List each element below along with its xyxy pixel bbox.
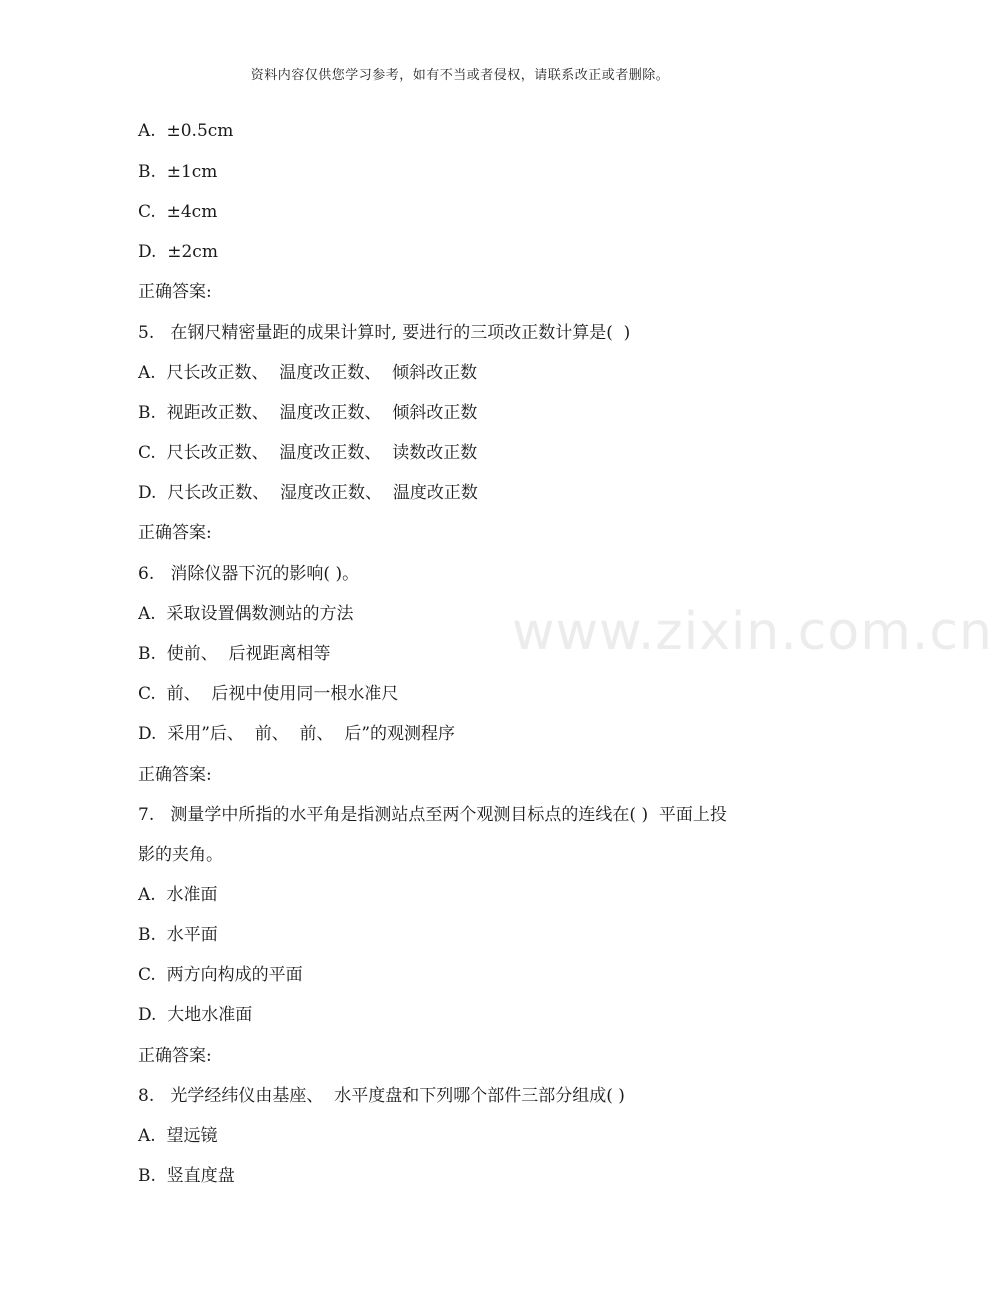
- header-disclaimer: 资料内容仅供您学习参考，如有不当或者侵权，请联系改正或者删除。: [250, 68, 670, 83]
- question-7-continued: 影的夹角。: [138, 845, 223, 865]
- option-d: D. 采用”后、 前、 前、 后”的观测程序: [138, 724, 456, 744]
- option-b: B. 竖直度盘: [138, 1166, 235, 1186]
- answer-label: 正确答案:: [138, 765, 212, 785]
- option-b: B. 使前、 后视距离相等: [138, 644, 331, 664]
- option-c: C. ±4cm: [138, 202, 218, 222]
- question-6: 6. 消除仪器下沉的影响( )。: [138, 564, 360, 584]
- answer-label: 正确答案:: [138, 1046, 212, 1066]
- option-a: A. ±0.5cm: [138, 121, 234, 141]
- option-c: C. 尺长改正数、 温度改正数、 读数改正数: [138, 443, 478, 463]
- option-b: B. 水平面: [138, 925, 218, 945]
- option-c: C. 前、 后视中使用同一根水准尺: [138, 684, 399, 704]
- option-a: A. 尺长改正数、 温度改正数、 倾斜改正数: [138, 363, 478, 383]
- option-d: D. ±2cm: [138, 242, 218, 262]
- question-7: 7. 测量学中所指的水平角是指测站点至两个观测目标点的连线在( ) 平面上投: [138, 805, 727, 825]
- question-8: 8. 光学经纬仪由基座、 水平度盘和下列哪个部件三部分组成( ): [138, 1086, 625, 1106]
- answer-label: 正确答案:: [138, 523, 212, 543]
- question-5: 5. 在钢尺精密量距的成果计算时, 要进行的三项改正数计算是( ): [138, 323, 631, 343]
- option-a: A. 望远镜: [138, 1126, 218, 1146]
- option-a: A. 水准面: [138, 885, 218, 905]
- option-b: B. ±1cm: [138, 162, 218, 182]
- watermark: www.zixin.com.cn: [512, 602, 993, 662]
- option-d: D. 尺长改正数、 湿度改正数、 温度改正数: [138, 483, 478, 503]
- option-b: B. 视距改正数、 温度改正数、 倾斜改正数: [138, 403, 478, 423]
- answer-label: 正确答案:: [138, 282, 212, 302]
- option-a: A. 采取设置偶数测站的方法: [138, 604, 354, 624]
- option-d: D. 大地水准面: [138, 1005, 253, 1025]
- option-c: C. 两方向构成的平面: [138, 965, 303, 985]
